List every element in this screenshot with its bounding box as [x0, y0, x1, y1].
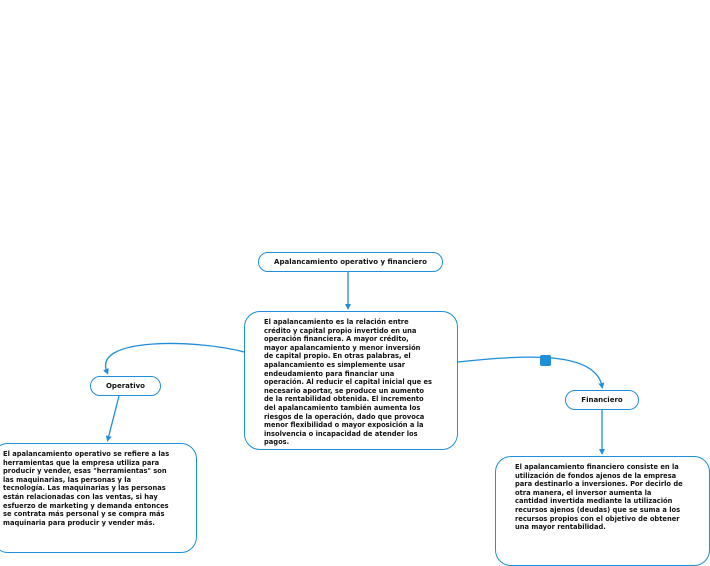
definition-text-line: riesgos de la operación, dado que provoca: [264, 412, 425, 421]
operativo-text-line: El apalancamiento operativo se refiere a las: [3, 450, 170, 458]
operativo-text-line: herramientas que la empresa utiliza para: [3, 458, 160, 467]
financiero-text-line: para destinarlo a inversiones. Por decirlo de: [515, 480, 683, 489]
financiero-text-line: cantidad invertida mediante la utilización: [515, 497, 673, 506]
financiero-text-line: recursos propios con el objetivo de obtener: [515, 514, 680, 523]
financiero-topic-label: Financiero: [581, 396, 623, 404]
operativo-text-line: están relacionadas con las ventas, si hay: [3, 492, 158, 501]
connector-center-to-operativo: [106, 343, 244, 372]
financiero-text-line: una mayor rentabilidad.: [515, 523, 606, 532]
definition-text-line: insolvencia o incapacidad de atender los: [264, 429, 418, 438]
definition-text-line: endeudamiento para financiar una: [264, 369, 395, 378]
definition-text-line: menor flexibilidad o mayor exposición a la: [264, 421, 424, 430]
root-topic-label: Apalancamiento operativo y financiero: [274, 258, 427, 266]
connector-center-to-financiero: [458, 357, 602, 386]
financiero-text-line: utilización de fondos ajenos de la empresa: [515, 471, 677, 480]
operativo-text-line: producir y vender, esas "herramientas" son: [3, 467, 167, 476]
operativo-description-node[interactable]: [0, 443, 197, 553]
central-definition-node[interactable]: [244, 311, 458, 450]
definition-text-line: de capital propio. En otras palabras, el: [264, 352, 411, 361]
definition-text-line: operación. Al reducir el capital inicial que es: [264, 378, 432, 387]
definition-text-line: necesario aportar, se produce un aumento: [264, 386, 424, 395]
definition-text-line: del apalancamiento también aumenta los: [264, 403, 421, 412]
operativo-text-line: esfuerzo de marketing y demanda entonces: [3, 501, 169, 510]
connector-operativo-to-description: [108, 396, 119, 439]
definition-text-line: crédito y capital propio invertido en una: [264, 326, 417, 335]
financiero-topic-node[interactable]: [565, 390, 639, 410]
operativo-text-line: maquinaria para producir y vender más.: [3, 518, 155, 527]
operativo-text-line: se contrata más personal y se compra más: [3, 510, 165, 519]
root-topic-node[interactable]: [258, 252, 443, 272]
financiero-text-line: recursos ajenos (deudas) que se suma a los: [515, 505, 681, 514]
operativo-topic-label: Operativo: [105, 382, 145, 390]
definition-text-line: pagos.: [264, 438, 290, 447]
definition-text-line: de la rentabilidad obtenida. El incremento: [264, 395, 424, 404]
financiero-description-node[interactable]: [495, 456, 710, 566]
financiero-text-line: El apalancamiento financiero consiste en la: [515, 463, 679, 471]
definition-text-line: operación financiera. A mayor crédito,: [264, 335, 409, 344]
operativo-text-line: las maquinarias, las personas y la: [3, 475, 132, 484]
definition-text-line: mayor apalancamiento y menor inversión: [264, 343, 421, 352]
definition-text-line: apalancamiento es simplemente usar: [264, 360, 406, 369]
operativo-text-line: tecnología. Las maquinarias y las personas: [3, 484, 166, 493]
operativo-topic-node[interactable]: [90, 376, 161, 396]
definition-text-line: El apalancamiento es la relación entre: [264, 318, 409, 326]
connector-control-handle[interactable]: [540, 355, 551, 366]
financiero-text-line: otra manera, el inversor aumenta la: [515, 488, 652, 497]
